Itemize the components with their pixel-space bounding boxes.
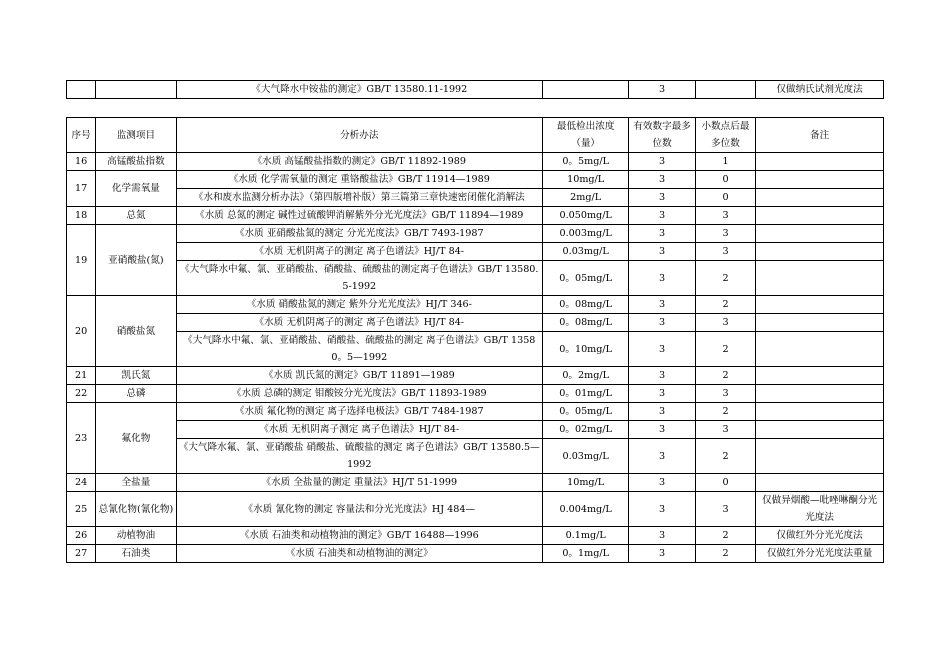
table-row [67, 225, 884, 243]
table-row [67, 527, 884, 545]
sig-cell: 3 [629, 367, 695, 385]
method-cell: 《水质 氰化物的测定 容量法和分光光度法》HJ 484— [176, 492, 542, 527]
note-cell [756, 385, 884, 403]
note-cell: 仅做红外分光光度法重量 [756, 545, 884, 563]
method-cell: 《水质 化学需氧量的测定 重铬酸盐法》GB/T 11914—1989 [176, 171, 542, 189]
sig-cell: 3 [629, 492, 695, 527]
note-cell [756, 225, 884, 243]
item-cell: 总氮 [96, 207, 176, 225]
note-cell [756, 261, 884, 296]
note-cell [756, 474, 884, 492]
conc-cell: 0。08mg/L [542, 314, 629, 332]
header-row [67, 118, 884, 153]
dec-cell: 3 [695, 421, 755, 439]
table-row [67, 403, 884, 421]
seq-cell: 24 [67, 474, 96, 492]
note-cell [756, 367, 884, 385]
dec-cell: 2 [695, 439, 755, 474]
seq-cell: 19 [67, 225, 96, 296]
dec-cell: 0 [695, 189, 755, 207]
item-cell [96, 81, 176, 99]
item-cell: 凯氏氮 [96, 367, 176, 385]
conc-cell: 0.003mg/L [542, 225, 629, 243]
sig-cell: 3 [629, 332, 695, 367]
seq-cell: 20 [67, 296, 96, 367]
conc-cell: 0.1mg/L [542, 527, 629, 545]
method-cell: 《水质 全盐量的测定 重量法》HJ/T 51-1999 [176, 474, 542, 492]
dec-cell: 2 [695, 261, 755, 296]
note-cell [756, 332, 884, 367]
table-row [67, 189, 884, 207]
methods-table [66, 117, 884, 563]
sig-cell: 3 [629, 171, 695, 189]
table-row [67, 171, 884, 189]
sig-cell: 3 [629, 189, 695, 207]
dec-cell: 2 [695, 403, 755, 421]
dec-cell: 2 [695, 367, 755, 385]
dec-cell: 3 [695, 492, 755, 527]
table-row [67, 207, 884, 225]
seq-cell: 23 [67, 403, 96, 474]
header-dec: 小数点后最多位数 [695, 118, 755, 153]
method-cell: 《水质 凯氏氮的测定》GB/T 11891—1989 [176, 367, 542, 385]
dec-cell: 2 [695, 545, 755, 563]
note-cell [756, 314, 884, 332]
method-cell: 《水质 亚硝酸盐氮的测定 分光光度法》GB/T 7493-1987 [176, 225, 542, 243]
table-row [67, 367, 884, 385]
method-cell: 《水质 无机阴离子的测定 离子色谱法》HJ/T 84- [176, 314, 542, 332]
seq-cell: 17 [67, 171, 96, 207]
conc-cell: 10mg/L [542, 171, 629, 189]
table-row [67, 474, 884, 492]
sig-cell: 3 [629, 403, 695, 421]
item-cell: 总磷 [96, 385, 176, 403]
method-cell: 《水质 高锰酸盐指数的测定》GB/T 11892-1989 [176, 153, 542, 171]
note-cell [756, 403, 884, 421]
conc-cell: 0。02mg/L [542, 421, 629, 439]
dec-cell: 1 [695, 153, 755, 171]
method-cell: 《大气降水氟、氯、亚硝酸盐 硝酸盐、硫酸盐的测定 离子色谱法》GB/T 13580.5—1992 [176, 439, 542, 474]
table-row [67, 81, 884, 99]
table-row [67, 296, 884, 314]
seq-cell: 27 [67, 545, 96, 563]
sig-cell: 3 [629, 225, 695, 243]
method-cell: 《水质 无机阴离子测定 离子色谱法》HJ/T 84- [176, 421, 542, 439]
sig-cell: 3 [629, 421, 695, 439]
sig-cell: 3 [629, 545, 695, 563]
method-cell: 《水质 硝酸盐氮的测定 紫外分光光度法》HJ/T 346- [176, 296, 542, 314]
conc-cell: 0.03mg/L [542, 243, 629, 261]
table-row [67, 314, 884, 332]
dec-cell: 3 [695, 243, 755, 261]
note-cell [756, 439, 884, 474]
note-cell: 仅做异烟酸—吡唑啉酮分光光度法 [756, 492, 884, 527]
item-cell: 硝酸盐氮 [96, 296, 176, 367]
note-cell: 仅做红外分光光度法 [756, 527, 884, 545]
method-cell: 《水质 总磷的测定 钼酸铵分光光度法》GB/T 11893-1989 [176, 385, 542, 403]
dec-cell: 0 [695, 171, 755, 189]
method-cell: 《水和废水监测分析办法》（第四版增补版）第三篇第三章快速密闭催化消解法 [176, 189, 542, 207]
dec-cell: 3 [695, 207, 755, 225]
conc-cell: 0。01mg/L [542, 385, 629, 403]
seq-cell: 18 [67, 207, 96, 225]
table-row [67, 332, 884, 367]
dec-cell: 3 [695, 385, 755, 403]
conc-cell: 0.050mg/L [542, 207, 629, 225]
seq-cell: 16 [67, 153, 96, 171]
sig-cell: 3 [629, 439, 695, 474]
sig-cell: 3 [629, 153, 695, 171]
note-cell: 仅做纳氏试剂光度法 [756, 81, 884, 99]
item-cell: 总氰化物(氰化物) [96, 492, 176, 527]
dec-cell: 0 [695, 474, 755, 492]
item-cell: 化学需氧量 [96, 171, 176, 207]
sig-cell: 3 [629, 474, 695, 492]
item-cell: 高锰酸盐指数 [96, 153, 176, 171]
conc-cell: 0。05mg/L [542, 403, 629, 421]
sig-cell: 3 [629, 527, 695, 545]
method-cell: 《水质 石油类和动植物油的测定》 [176, 545, 542, 563]
dec-cell: 2 [695, 527, 755, 545]
header-conc: 最低检出浓度（量） [542, 118, 629, 153]
sig-cell: 3 [629, 296, 695, 314]
note-cell [756, 421, 884, 439]
table-row [67, 421, 884, 439]
conc-cell: 0。5mg/L [542, 153, 629, 171]
conc-cell: 0。10mg/L [542, 332, 629, 367]
dec-cell: 3 [695, 225, 755, 243]
table-row [67, 261, 884, 296]
header-item: 监测项目 [96, 118, 176, 153]
note-cell [756, 189, 884, 207]
note-cell [756, 243, 884, 261]
sig-cell: 3 [629, 207, 695, 225]
item-cell: 亚硝酸盐(氮) [96, 225, 176, 296]
header-sig: 有效数字最多位数 [629, 118, 695, 153]
table-row [67, 243, 884, 261]
seq-cell: 26 [67, 527, 96, 545]
seq-cell: 25 [67, 492, 96, 527]
conc-cell [542, 81, 629, 99]
dec-cell [695, 81, 755, 99]
header-method: 分析办法 [176, 118, 542, 153]
seq-cell: 21 [67, 367, 96, 385]
conc-cell: 10mg/L [542, 474, 629, 492]
item-cell: 石油类 [96, 545, 176, 563]
item-cell: 动植物油 [96, 527, 176, 545]
conc-cell: 2mg/L [542, 189, 629, 207]
method-cell: 《水质 无机阴离子的测定 离子色谱法》HJ/T 84- [176, 243, 542, 261]
note-cell [756, 153, 884, 171]
table-row [67, 385, 884, 403]
table-row [67, 153, 884, 171]
conc-cell: 0。08mg/L [542, 296, 629, 314]
seq-cell [67, 81, 96, 99]
note-cell [756, 207, 884, 225]
dec-cell: 2 [695, 332, 755, 367]
dec-cell: 3 [695, 314, 755, 332]
conc-cell: 0。1mg/L [542, 545, 629, 563]
dec-cell: 2 [695, 296, 755, 314]
header-note: 备注 [756, 118, 884, 153]
item-cell: 全盐量 [96, 474, 176, 492]
conc-cell: 0.03mg/L [542, 439, 629, 474]
item-cell: 氟化物 [96, 403, 176, 474]
seq-cell: 22 [67, 385, 96, 403]
note-cell [756, 296, 884, 314]
sig-cell: 3 [629, 385, 695, 403]
sig-cell: 3 [629, 261, 695, 296]
method-cell: 《水质 总氮的测定 碱性过硫酸钾消解紫外分光光度法》GB/T 11894—1989 [176, 207, 542, 225]
conc-cell: 0。2mg/L [542, 367, 629, 385]
note-cell [756, 171, 884, 189]
table-row [67, 492, 884, 527]
conc-cell: 0。05mg/L [542, 261, 629, 296]
table-row [67, 439, 884, 474]
method-cell: 《大气降水中氟、氯、亚硝酸盐、硝酸盐、硫酸盐的测定离子色谱法》GB/T 13580.5-1992 [176, 261, 542, 296]
header-seq: 序号 [67, 118, 96, 153]
sig-cell: 3 [629, 243, 695, 261]
method-cell: 《水质 氟化物的测定 离子选择电极法》GB/T 7484-1987 [176, 403, 542, 421]
sig-cell: 3 [629, 81, 695, 99]
conc-cell: 0.004mg/L [542, 492, 629, 527]
table-row [67, 545, 884, 563]
sig-cell: 3 [629, 314, 695, 332]
continuation-table [66, 80, 884, 99]
method-cell: 《水质 石油类和动植物油的测定》GB/T 16488—1996 [176, 527, 542, 545]
method-cell: 《大气降水中氟、氯、亚硝酸盐、硝酸盐、硫酸盐的测定 离子色谱法》GB/T 13580。5—1992 [176, 332, 542, 367]
method-cell: 《大气降水中铵盐的测定》GB/T 13580.11-1992 [176, 81, 542, 99]
